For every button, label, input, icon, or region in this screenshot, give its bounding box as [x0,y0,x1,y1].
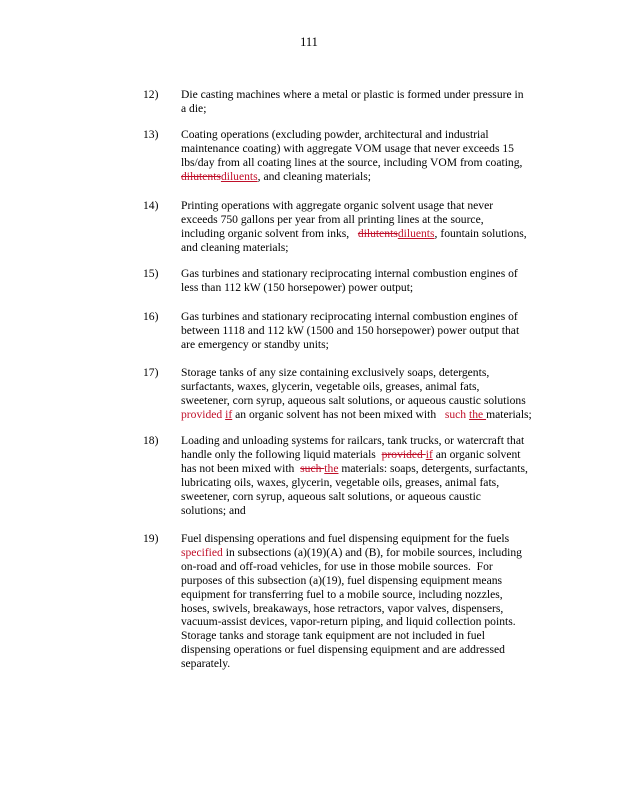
text-run: an organic solvent has not been mixed with [232,407,445,421]
text-line [181,588,543,602]
text-run: between 1118 and 112 kW (1500 and 150 horsepower) power output that [181,323,520,337]
text-line [181,408,543,422]
text-line [181,156,543,170]
text-run: has not been mixed with [181,461,301,475]
item-text [181,310,543,352]
inserted-text: the [324,461,339,475]
item-text [181,199,543,255]
text-line [181,504,543,518]
text-run: hoses, swivels, breakaways, hose retractors, vapor valves, dispensers, [181,601,504,615]
item-text [181,532,543,671]
text-run: a die; [181,101,207,115]
text-run: separately. [181,657,231,671]
text-run: materials; [486,407,532,421]
text-run: Gas turbines and stationary reciprocating internal combustion engines of [181,267,518,280]
text-line [181,615,543,629]
text-line [181,267,543,281]
text-line [181,602,543,616]
text-run: materials: soaps, detergents, surfactants, [338,461,528,475]
text-line [181,213,543,227]
text-line [181,532,543,546]
text-run: Coating operations (excluding powder, architectural and industrial [181,128,489,141]
text-run: sweetener, corn syrup, aqueous salt solutions, or aqueous caustic [181,489,481,503]
item-number: 18) [143,434,159,447]
text-line [181,462,543,476]
text-line [181,170,543,184]
text-run: Storage tanks and storage tank equipment are not included in fuel [181,629,485,643]
text-run: Loading and unloading systems for railcars, tank trucks, or watercraft that [181,434,525,447]
text-line [181,476,543,490]
text-run: dispensing operations or fuel dispensing equipment and are addressed [181,643,505,657]
text-run: lubricating oils, waxes, glycerin, vegetable oils, greases, animal fats, [181,475,500,489]
text-line [181,227,543,241]
page-number: 111 [300,35,318,49]
item-text [181,88,543,116]
item-text [181,434,543,517]
item-number: 15) [143,267,159,280]
text-run: on-road and off-road vehicles, for use in those mobile sources. For [181,559,493,573]
item-number: 19) [143,532,159,545]
item-text [181,267,543,295]
text-run: an organic solvent [432,447,521,461]
text-line [181,142,543,156]
inserted-text: diluents [220,169,258,183]
text-run: less than 112 kW (150 horsepower) power output; [181,280,414,294]
text-run: including organic solvent from inks, [181,226,358,240]
text-run: vacuum-assist devices, vapor-return piping, and liquid collection points. [181,615,516,629]
text-line [181,281,543,295]
text-run: , fountain solutions, [434,226,527,240]
text-run: handle only the following liquid materials [181,447,382,461]
deleted-text: provided [381,447,426,461]
item-number: 16) [143,310,159,323]
item-number: 12) [143,88,159,101]
deleted-text: dilutents [357,226,398,240]
text-line [181,324,543,338]
text-run: purposes of this subsection (a)(19), fuel dispensing equipment means [181,573,503,587]
item-text [181,366,543,422]
text-line [181,629,543,643]
text-run: solutions; and [181,503,246,517]
item-number: 13) [143,128,159,141]
text-run: lbs/day from all coating lines at the source, including VOM from coating, [181,155,523,169]
text-line [181,338,543,352]
text-run: Die casting machines where a metal or plastic is formed under pressure in [181,88,524,101]
text-line [181,88,543,102]
item-number: 17) [143,366,159,379]
text-line [181,657,543,671]
text-line [181,241,543,255]
text-run: Storage tanks of any size containing exclusively soaps, detergents, [181,366,490,379]
inserted-text: the [469,407,487,421]
text-line [181,199,543,213]
deleted-text: dilutents [181,169,221,183]
revised-text: provided [181,407,226,421]
text-run: and cleaning materials; [181,240,289,254]
text-line [181,380,543,394]
text-run: Printing operations with aggregate organic solvent usage that never [181,199,494,212]
revised-text: such [444,407,469,421]
deleted-text: such [300,461,325,475]
text-line [181,310,543,324]
text-line [181,394,543,408]
item-number: 14) [143,199,159,212]
inserted-text: if [225,407,233,421]
text-line [181,490,543,504]
text-run: Gas turbines and stationary reciprocating internal combustion engines of [181,310,518,323]
text-run: exceeds 750 gallons per year from all printing lines at the source, [181,212,484,226]
text-run: maintenance coating) with aggregate VOM usage that never exceeds 15 [181,141,514,155]
text-line [181,102,543,116]
inserted-text: diluents [397,226,435,240]
revised-text: specified [181,545,223,559]
text-line [181,574,543,588]
text-line [181,434,543,448]
text-run: , and cleaning materials; [257,169,371,183]
text-line [181,643,543,657]
text-run: in subsections (a)(19)(A) and (B), for mobile sources, including [222,545,522,559]
text-line [181,128,543,142]
text-run: surfactants, waxes, glycerin, vegetable oils, greases, animal fats, [181,379,480,393]
item-text [181,128,543,184]
inserted-text: if [425,447,433,461]
text-run: Fuel dispensing operations and fuel dispensing equipment for the fuels [181,532,510,545]
text-run: equipment for transferring fuel to a mobile source, including nozzles, [181,587,503,601]
text-run: are emergency or standby units; [181,337,329,351]
text-line [181,546,543,560]
text-line [181,366,543,380]
text-run: sweetener, corn syrup, aqueous salt solutions, or aqueous caustic solutions [181,393,526,407]
text-line [181,560,543,574]
text-line [181,448,543,462]
